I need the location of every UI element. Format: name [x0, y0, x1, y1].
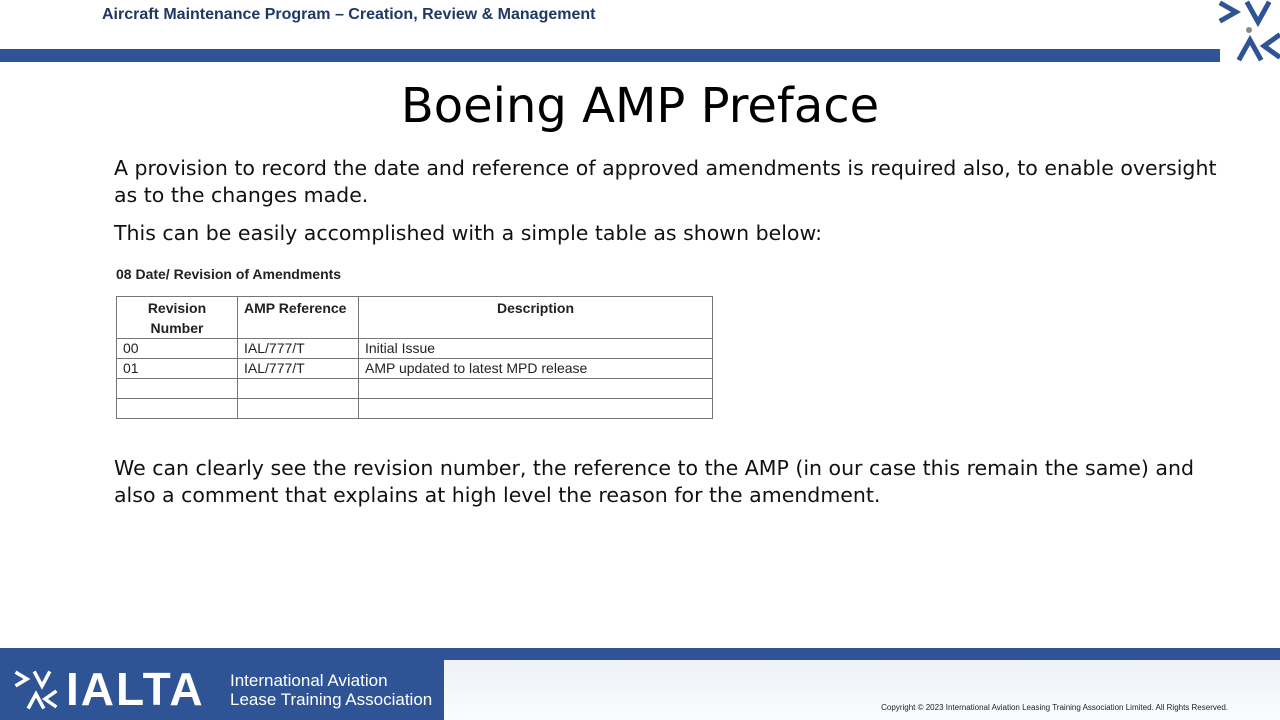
table-row: [117, 399, 713, 419]
header-description: Description: [359, 297, 713, 339]
footer-brand-line2: Lease Training Association: [230, 690, 433, 709]
footer-brand-line1: International Aviation: [230, 671, 388, 690]
ialta-chevron-logo-icon: [1218, 0, 1280, 62]
cell-reference: [238, 379, 359, 399]
table-caption: 08 Date/ Revision of Amendments: [116, 266, 342, 282]
footer-brand: IALTA: [66, 663, 205, 715]
paragraph-table-explanation: We can clearly see the revision number, the reference to the AMP (in our case this remain the same) and also a comment that explains at high level the reason for the amendment.: [114, 456, 1194, 507]
header-amp-reference: AMP Reference: [238, 297, 359, 339]
paragraph-amendment-provision: A provision to record the date and reference of approved amendments is required also, to enable oversight as to the changes made.: [114, 156, 1217, 207]
table-header-row: [117, 297, 713, 339]
table-row: [117, 359, 713, 379]
cell-description: [359, 399, 713, 419]
cell-revision: 00: [117, 339, 238, 359]
cell-reference: IAL/777/T: [238, 359, 359, 379]
header-revision-number: Revision Number: [117, 297, 238, 339]
paragraph-table-intro: This can be easily accomplished with a simple table as shown below:: [114, 221, 822, 245]
amendments-table-image: [114, 262, 714, 422]
slide-title: Boeing AMP Preface: [400, 78, 880, 134]
cell-revision: [117, 399, 238, 419]
cell-revision: 01: [117, 359, 238, 379]
amendments-table: [116, 296, 713, 419]
copyright-notice: Copyright © 2023 International Aviation Leasing Training Association Limited. All Rights Reserved.: [881, 703, 1228, 712]
cell-revision: [117, 379, 238, 399]
cell-description: [359, 379, 713, 399]
cell-reference: [238, 399, 359, 419]
header-title: Aircraft Maintenance Program – Creation, Review & Management: [102, 6, 596, 23]
cell-description: Initial Issue: [359, 339, 713, 359]
header-bar: [0, 49, 1220, 62]
footer-bar: [444, 648, 1280, 660]
cell-reference: IAL/777/T: [238, 339, 359, 359]
table-row: [117, 379, 713, 399]
footer-brand-subtitle: [230, 671, 432, 709]
table-row: [117, 339, 713, 359]
ialta-chevron-logo-icon: [14, 670, 58, 710]
cell-description: AMP updated to latest MPD release: [359, 359, 713, 379]
